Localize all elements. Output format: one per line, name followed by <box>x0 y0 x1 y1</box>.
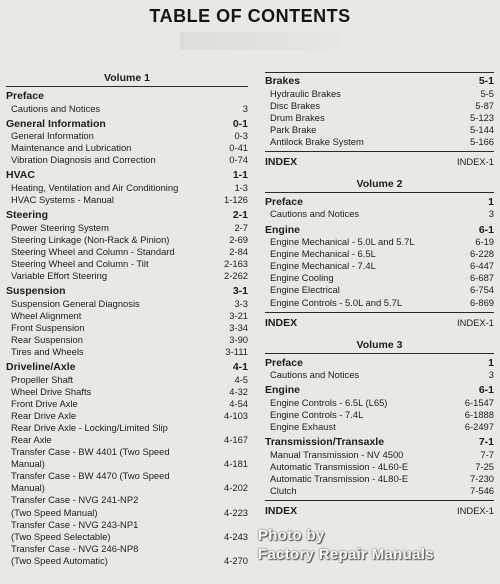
entry-page: 4-243 <box>224 530 248 542</box>
toc-entry <box>6 543 248 567</box>
volume-3-sections <box>265 357 494 497</box>
index-row <box>265 505 494 517</box>
toc-section <box>6 209 248 282</box>
entry-label: Transfer Case - NVG 243-NP1 (Two Speed Selectable) <box>11 518 139 542</box>
entry-label: Engine Controls - 7.4L <box>270 408 364 420</box>
toc-entry <box>265 236 494 248</box>
entry-label: Rear Drive Axle - Locking/Limited Slip Rear Axle <box>11 421 168 445</box>
divider <box>265 151 494 152</box>
entry-label: Engine Cooling <box>270 272 334 284</box>
entry-label: Heating, Ventilation and Air Conditioning <box>11 181 179 193</box>
entry-page: 3-3 <box>234 297 248 309</box>
entry-label: Engine Electrical <box>270 284 340 296</box>
toc-entry <box>6 234 248 246</box>
entry-label: Clutch <box>270 484 297 496</box>
volume-heading: Volume 3 <box>356 338 403 351</box>
toc-entry <box>6 386 248 398</box>
divider <box>265 312 494 313</box>
entry-page: 7-7 <box>480 448 494 460</box>
entry-page: 4-5 <box>234 373 248 385</box>
divider <box>6 86 248 87</box>
toc-entry <box>6 334 248 346</box>
section-title: Driveline/Axle <box>6 361 76 373</box>
entry-label: Steering Wheel and Column - Standard <box>11 245 175 257</box>
entry-label: Steering Wheel and Column - Tilt <box>11 257 149 269</box>
volume-heading: Volume 1 <box>104 72 150 84</box>
toc-entry <box>6 142 248 154</box>
volume-heading: Volume 2 <box>356 177 403 190</box>
entry-label: Transfer Case - NVG 246-NP8 (Two Speed Automatic) <box>11 542 139 566</box>
toc-section <box>6 285 248 358</box>
entry-page: 0-74 <box>229 154 248 166</box>
entry-page: 4-32 <box>229 385 248 397</box>
entry-label: Maintenance and Lubrication <box>11 142 132 154</box>
toc-entry <box>265 449 494 461</box>
entry-page: 2-163 <box>224 257 248 269</box>
toc-entry <box>265 248 494 260</box>
section-title: Brakes <box>265 75 301 87</box>
entry-page: 0-3 <box>234 130 248 142</box>
entry-label: Antilock Brake System <box>270 135 364 147</box>
toc-entry <box>265 208 494 220</box>
entry-label: Automatic Transmission - 4L60-E <box>270 460 409 472</box>
entry-page: 7-230 <box>470 472 494 484</box>
entry-page: 6-19 <box>475 236 494 248</box>
section-title: Preface <box>6 90 44 102</box>
entry-label: Suspension General Diagnosis <box>11 297 140 309</box>
entry-label: General Information <box>11 130 94 142</box>
entry-page: 3-111 <box>225 345 248 357</box>
toc-entry <box>6 322 248 334</box>
toc-entry <box>265 409 494 421</box>
entry-label: Manual Transmission - NV 4500 <box>270 448 404 460</box>
toc-entry <box>6 346 248 358</box>
toc-entry <box>265 124 494 136</box>
index-label: INDEX <box>265 504 298 517</box>
index-page: INDEX-1 <box>457 316 494 328</box>
toc-entry <box>265 297 494 309</box>
toc-entry <box>265 100 494 112</box>
entry-label: Automatic Transmission - 4L80-E <box>270 472 409 484</box>
toc-section <box>265 384 494 433</box>
entry-page: 3-34 <box>229 321 248 333</box>
entry-label: Hydraulic Brakes <box>270 87 341 99</box>
entry-page: 7-25 <box>475 460 494 472</box>
toc-entry <box>6 422 248 446</box>
section-page: 0-1 <box>232 117 248 130</box>
entry-page: 5-166 <box>470 135 494 147</box>
entry-page: 4-202 <box>224 482 248 494</box>
index-row <box>265 317 494 329</box>
toc-entry <box>6 398 248 410</box>
toc-entry <box>6 298 248 310</box>
page-title: TABLE OF CONTENTS <box>149 6 351 26</box>
entry-page: 2-69 <box>229 233 248 245</box>
toc-entry <box>265 461 494 473</box>
entry-page: 5-87 <box>475 99 494 111</box>
section-heading <box>265 224 494 237</box>
section-title: Preface <box>265 195 303 208</box>
entry-label: Transfer Case - NVG 241-NP2 (Two Speed Manual) <box>11 494 139 518</box>
section-page: 7-1 <box>478 436 494 448</box>
entry-page: 6-2497 <box>464 420 494 432</box>
section-heading <box>265 436 494 449</box>
section-title: Steering <box>6 209 49 222</box>
entry-label: Variable Effort Steering <box>11 269 108 281</box>
entry-page: 4-181 <box>224 458 248 470</box>
entry-page: 3 <box>488 208 494 220</box>
entry-label: Steering Linkage (Non-Rack & Pinion) <box>11 233 170 245</box>
toc-section <box>265 357 494 382</box>
entry-page: 3 <box>488 369 494 381</box>
entry-page: 6-1547 <box>464 396 494 408</box>
volume-2-sections <box>265 196 494 309</box>
toc-entry <box>6 519 248 543</box>
section-page: 1-1 <box>232 169 248 182</box>
toc-section <box>265 224 494 309</box>
right-column <box>265 70 494 517</box>
volume-1-column <box>6 70 248 567</box>
entry-page: 3-90 <box>229 333 248 345</box>
toc-entry <box>265 260 494 272</box>
index-page: INDEX-1 <box>457 504 494 516</box>
entry-label: Tires and Wheels <box>11 345 84 357</box>
index-label: INDEX <box>265 316 298 329</box>
toc-entry <box>265 88 494 100</box>
section-title: Engine <box>265 384 301 397</box>
entry-label: Engine Controls - 6.5L (L65) <box>270 396 388 408</box>
toc-entry <box>6 446 248 470</box>
toc-entry <box>6 154 248 166</box>
entry-label: Vibration Diagnosis and Correction <box>11 154 156 166</box>
entry-page: 4-103 <box>224 409 248 421</box>
entry-page: 2-84 <box>229 245 248 257</box>
toc-section <box>265 436 494 497</box>
entry-page: 2-7 <box>234 221 248 233</box>
entry-label: Propeller Shaft <box>11 373 74 385</box>
section-title: Preface <box>265 356 303 369</box>
toc-entry <box>6 222 248 234</box>
section-heading <box>265 75 494 88</box>
toc-entry <box>265 397 494 409</box>
entry-label: Transfer Case - BW 4401 (Two Speed Manual) <box>11 446 170 470</box>
entry-page: 6-1888 <box>464 408 494 420</box>
toc-entry <box>6 470 248 494</box>
entry-label: Cautions and Notices <box>270 208 360 220</box>
section-page: 3-1 <box>232 285 248 298</box>
divider <box>265 72 494 73</box>
divider <box>265 192 494 193</box>
entry-label: Engine Exhaust <box>270 420 336 432</box>
toc-entry <box>6 374 248 386</box>
section-heading <box>6 285 248 298</box>
toc-entry <box>265 284 494 296</box>
entry-page: 6-869 <box>470 296 494 308</box>
entry-label: Park Brake <box>270 123 317 135</box>
section-heading <box>265 384 494 397</box>
entry-label: Engine Mechanical - 7.4L <box>270 260 376 272</box>
section-title: General Information <box>6 117 106 130</box>
entry-label: Cautions and Notices <box>11 102 101 114</box>
section-page: 6-1 <box>478 384 494 397</box>
section-title: Engine <box>265 223 301 236</box>
toc-entry <box>6 103 248 115</box>
section-heading <box>6 209 248 222</box>
toc-entry <box>265 272 494 284</box>
toc-entry <box>6 270 248 282</box>
toc-entry <box>6 246 248 258</box>
entry-page: 6-754 <box>470 284 494 296</box>
entry-label: Rear Drive Axle <box>11 409 77 421</box>
toc-section <box>265 196 494 221</box>
entry-page: 4-54 <box>229 397 248 409</box>
section-heading <box>6 118 248 131</box>
entry-page: 6-447 <box>470 260 494 272</box>
entry-label: Wheel Drive Shafts <box>11 385 92 397</box>
toc-section <box>6 361 248 567</box>
entry-label: Cautions and Notices <box>270 369 360 381</box>
toc-entry <box>265 112 494 124</box>
entry-page: 4-270 <box>224 554 248 566</box>
entry-label: Front Drive Axle <box>11 397 78 409</box>
entry-label: Rear Suspension <box>11 333 83 345</box>
entry-label: Engine Mechanical - 6.5L <box>270 248 376 260</box>
watermark-line-1: Photo by <box>258 527 325 544</box>
entry-page: 1-3 <box>234 181 248 193</box>
entry-label: Disc Brakes <box>270 99 321 111</box>
toc-section <box>6 90 248 115</box>
index-label: INDEX <box>265 155 298 168</box>
section-heading <box>265 357 494 370</box>
entry-label: HVAC Systems - Manual <box>11 193 114 205</box>
entry-page: 7-546 <box>470 484 494 496</box>
entry-label: Drum Brakes <box>270 111 325 123</box>
bleed-through-heading <box>180 32 340 50</box>
entry-page: 3-21 <box>229 309 248 321</box>
section-heading <box>6 90 248 103</box>
brakes-section <box>265 75 494 148</box>
toc-entry <box>265 369 494 381</box>
section-title: Suspension <box>6 285 66 298</box>
section-heading <box>265 196 494 209</box>
section-page: 6-1 <box>478 223 494 236</box>
section-page: 2-1 <box>232 209 248 222</box>
entry-label: Front Suspension <box>11 321 85 333</box>
section-title: Transmission/Transaxle <box>265 436 385 448</box>
toc-entry <box>265 421 494 433</box>
entry-page: 5-144 <box>470 123 494 135</box>
entry-page: 5-5 <box>480 87 494 99</box>
toc-entry <box>6 410 248 422</box>
photo-watermark <box>258 526 434 564</box>
entry-page: 4-223 <box>224 506 248 518</box>
section-page: 1 <box>488 195 494 208</box>
entry-page: 1-126 <box>224 193 248 205</box>
toc-section <box>6 118 248 167</box>
toc-entry <box>6 194 248 206</box>
toc-entry <box>265 473 494 485</box>
section-page: 5-1 <box>478 75 494 87</box>
entry-page: 5-123 <box>470 111 494 123</box>
toc-entry <box>265 485 494 497</box>
watermark-line-2: Factory Repair Manuals <box>258 546 434 563</box>
entry-page: 6-687 <box>470 272 494 284</box>
entry-label: Power Steering System <box>11 221 109 233</box>
index-page: INDEX-1 <box>457 155 494 167</box>
entry-label: Engine Mechanical - 5.0L and 5.7L <box>270 236 415 248</box>
volume-1-sections <box>6 90 248 567</box>
entry-page: 3 <box>242 102 248 114</box>
toc-entry <box>265 136 494 148</box>
section-page: 4-1 <box>232 361 248 373</box>
entry-page: 6-228 <box>470 248 494 260</box>
toc-section <box>6 169 248 206</box>
entry-label: Wheel Alignment <box>11 309 82 321</box>
entry-label: Engine Controls - 5.0L and 5.7L <box>270 296 403 308</box>
section-page: 1 <box>488 356 494 369</box>
index-row <box>265 156 494 168</box>
entry-page: 2-262 <box>224 269 248 281</box>
entry-label: Transfer Case - BW 4470 (Two Speed Manual) <box>11 470 170 494</box>
toc-entry <box>6 310 248 322</box>
section-title: HVAC <box>6 169 35 182</box>
divider <box>265 500 494 501</box>
toc-entry <box>6 182 248 194</box>
toc-entry <box>6 258 248 270</box>
toc-entry <box>6 494 248 518</box>
section-heading <box>6 169 248 182</box>
toc-entry <box>6 130 248 142</box>
divider <box>265 353 494 354</box>
entry-page: 0-41 <box>229 142 248 154</box>
entry-page: 4-167 <box>224 433 248 445</box>
section-heading <box>6 361 248 374</box>
